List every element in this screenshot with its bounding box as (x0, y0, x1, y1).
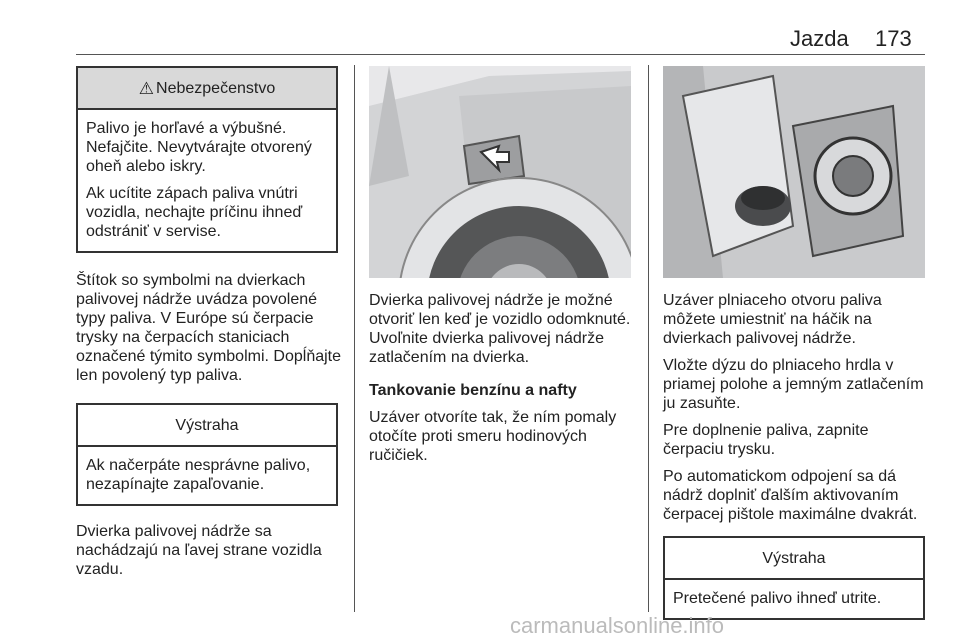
column-3 (663, 291, 925, 620)
danger-box-header (78, 68, 336, 110)
danger-box-title: Nebezpečenstvo (156, 79, 276, 97)
watermark: carmanualsonline.info (510, 613, 725, 638)
warning-box-1 (76, 403, 338, 506)
figure-fuel-cap (663, 66, 925, 278)
warning-box-1-title: Výstraha (175, 416, 239, 434)
auto-shutoff-paragraph: Po automatickom odpojení sa dá nádrž doplniť ďalším aktivovaním čerpacej pištole maximálne dvakrát. (663, 468, 918, 523)
warning-box-2-header (665, 538, 923, 580)
car-rear-illustration (369, 66, 631, 278)
figure-caption-fuel-cap: Uzáver plniaceho otvoru paliva môžete umiestniť na háčik na dvierkach palivovej nádrže. (663, 292, 882, 347)
column-divider-2 (648, 65, 649, 612)
header-title: Jazda (790, 26, 849, 51)
column-divider-1 (354, 65, 355, 612)
column-1 (76, 66, 342, 587)
danger-box (76, 66, 338, 253)
warning-box-1-text: Ak načerpáte nesprávne palivo, nezapínajte zapaľovanie. (86, 457, 311, 493)
warning-triangle-icon: ⚠ (138, 78, 155, 98)
warning-box-1-header (78, 405, 336, 447)
fuel-cap-illustration (663, 66, 925, 278)
figure-fuel-door (369, 66, 631, 278)
figure-caption-fuel-door: Dvierka palivovej nádrže je možné otvoriť len keď je vozidlo odomknuté. Uvoľnite dvierka palivovej nádrže zatlačením na dvierka. (369, 292, 631, 366)
header-rule (76, 54, 925, 55)
fuel-label-paragraph: Štítok so symbolmi na dvierkach palivovej nádrže uvádza povolené typy paliva. V Európe sú čerpacie trysky na čerpacích staniciach označené týmito symbolmi. Dopĺňajte len povolený typ paliva. (76, 272, 342, 384)
warning-box-2-text: Pretečené palivo ihneď utrite. (673, 590, 882, 607)
danger-text-1: Palivo je horľavé a výbušné. Nefajčite. Nevytvárajte otvorený oheň alebo iskry. (86, 120, 312, 175)
section-heading-refuel: Tankovanie benzínu a nafty (369, 382, 577, 399)
nozzle-paragraph: Vložte dýzu do plniaceho hrdla v priamej polohe a jemným zatlačením ju zasuňte. (663, 357, 924, 412)
danger-text-2: Ak ucítite zápach paliva vnútri vozidla, nechajte príčinu ihneď odstrániť v servise. (86, 185, 303, 240)
cap-open-paragraph: Uzáver otvoríte tak, že ním pomaly otočíte proti smeru hodinových ručičiek. (369, 409, 617, 464)
pump-paragraph: Pre doplnenie paliva, zapnite čerpaciu trysku. (663, 422, 869, 458)
warning-box-2-title: Výstraha (762, 549, 826, 567)
column-2 (369, 291, 637, 473)
page-number: 173 (875, 26, 912, 51)
warning-box-2 (663, 536, 925, 620)
fuel-door-location-paragraph: Dvierka palivovej nádrže sa nachádzajú na ľavej strane vozidla vzadu. (76, 523, 322, 578)
